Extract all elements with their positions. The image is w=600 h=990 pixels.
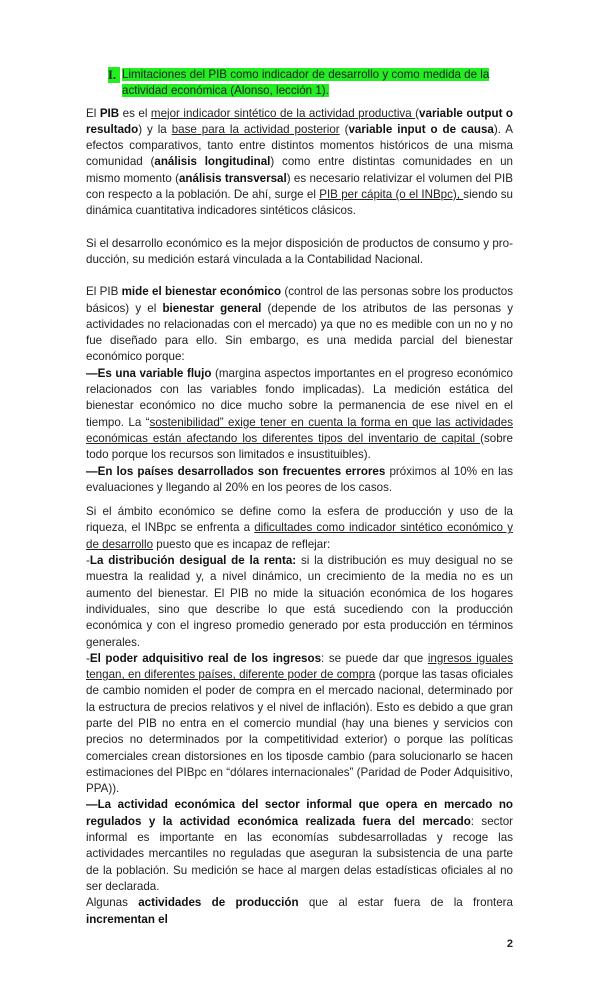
text-run: (margina aspectos importantes en el progreso económico relacionados con las variables fondo implicadas). La medición estática del bienestar económico no dice mucho sobre la permanencia de ese nivel en el tiempo. La “: [86, 366, 513, 429]
text-run: Algunas: [86, 896, 139, 910]
bold-text: incrementan el: [86, 912, 168, 926]
bold-text: actividades de producción: [138, 896, 299, 910]
text-run: (: [339, 122, 349, 136]
text-run: El: [86, 106, 100, 120]
text-run: siendo su dinámica cuantitativa indicadores sintéticos clásicos.: [86, 188, 513, 218]
underlined-text: mejor indicador sintético de la actividad productiva: [150, 106, 416, 120]
bold-text: variable input o de causa: [348, 122, 494, 136]
text-run: -: [86, 651, 90, 665]
section-heading: [106, 67, 513, 100]
paragraph: [86, 236, 513, 269]
text-run: (depende de los atributos de las personas y actividades no relacionadas con el mercado) ya que no es medible con un no y no fue diseñado para ello. Sin embargo, es una medida parcial del bienestar económico porque:: [86, 301, 514, 364]
paragraph: [86, 284, 513, 496]
paragraph: [86, 106, 513, 220]
text-run: (: [415, 106, 420, 120]
text-run: ). A efectos comparativos, tanto entre distintos momentos históricos de una misma comunidad (: [86, 122, 513, 169]
text-run: -: [86, 554, 90, 568]
text-run: El PIB: [86, 285, 122, 299]
underlined-text: dificultades como indicador sintético económico y de desarrollo: [86, 521, 513, 551]
bold-text: bienestar general: [162, 301, 262, 315]
text-run: Si el desarrollo económico es la mejor disposición de productos de consumo y producción, su medición estará vinculada a la Contabilidad Nacional.: [86, 236, 513, 266]
text-run: puesto que es incapaz de reflejar:: [153, 537, 331, 551]
text-run: (sobre todo porque los recursos son limitados e insustituibles).: [86, 431, 513, 462]
bold-text: variable output o resultado: [86, 106, 514, 136]
paragraph: [86, 504, 513, 928]
page-number: 2: [506, 937, 513, 950]
text-run: próximos al 10% en las evaluaciones y llegando al 20% en los peores de los casos.: [86, 464, 513, 494]
underlined-text: PIB per cápita (o el INBpc),: [319, 188, 464, 202]
text-run: ) como entre distintas comunidades en un mismo momento (: [86, 155, 514, 185]
text-run: es el: [119, 106, 151, 120]
bold-text: —La actividad económica del sector informal que opera en mercado no regulados y la actividad económica realizada fuera del mercado: [86, 798, 513, 828]
text-run: (porque las tasas oficiales de cambio nomiden el poder de compra en el mercado nacional, determinado por la estructura de precios relativos y el nivel de inflación). Esto es debido a que gran parte del PIB no entra en el comercio mundial (hay una bienes y servicios con precios no determinados por la competitividad exterior) o porque las políticas comerciales crean distorsiones en los tiposde cambio (para solucionarlo se hacen estimaciones del PIBpc en “dólares internacionales” (Paridad de Poder Adquisitivo, PPA)).: [86, 668, 513, 796]
text-run: Si el ámbito económico se define como la esfera de producción y uso de la riqueza, el INBpc se enfrenta a: [86, 505, 513, 535]
underlined-text: base para la actividad posterior: [171, 122, 340, 136]
bold-text: análisis transversal: [178, 171, 287, 185]
text-run: ) y la: [138, 122, 172, 136]
underlined-text: sostenibilidad” exige tener en cuenta la forma en que las actividades económicas están afectando los diferentes tipos del inventario de capital: [86, 415, 513, 445]
bold-text: —En los países desarrollados son frecuentes errores: [86, 464, 386, 478]
text-run: si la distribución es muy desigual no se muestra la realidad y, a nivel dinámico, un crecimiento de la media no es un aumento del bienestar. El PIB no mide la situación económica de los hogares individuales, sino que describe lo que está sucediendo con la producción económica y con el ingreso promedio generado por esta producción en términos generales.: [86, 554, 513, 649]
underlined-text: ingresos iguales tengan, en diferentes países, diferente poder de compra: [86, 651, 513, 682]
bold-text: La distribución desigual de la renta:: [89, 554, 297, 568]
section-number: I.: [108, 67, 120, 83]
bold-text: PIB: [99, 106, 120, 120]
bold-text: El poder adquisitivo real de los ingresos: [89, 651, 322, 665]
text-run: : sector informal es importante en las economías subdesarrolladas y recoge las actividades mercantiles no reguladas que aseguran la subsistencia de una parte de la población. Su medición se hace al margen delas estadísticas oficiales al no ser declarada.: [86, 814, 513, 893]
section-title: Limitaciones del PIB como indicador de desarrollo y como medida de la actividad económica (Alonso, lección 1).: [122, 68, 490, 98]
text-run: que al estar fuera de la frontera: [298, 896, 513, 910]
bold-text: —Es una variable flujo: [86, 366, 212, 380]
text-run: : se puede dar que: [321, 651, 428, 665]
text-run: ) es necesario relativizar el volumen del PIB con respecto a la población. De ahí, surge el: [86, 171, 513, 202]
text-run: (control de las personas sobre los productos básicos) y el: [86, 285, 513, 315]
bold-text: mide el bienestar económico: [121, 285, 282, 299]
bold-text: análisis longitudinal: [154, 155, 271, 169]
